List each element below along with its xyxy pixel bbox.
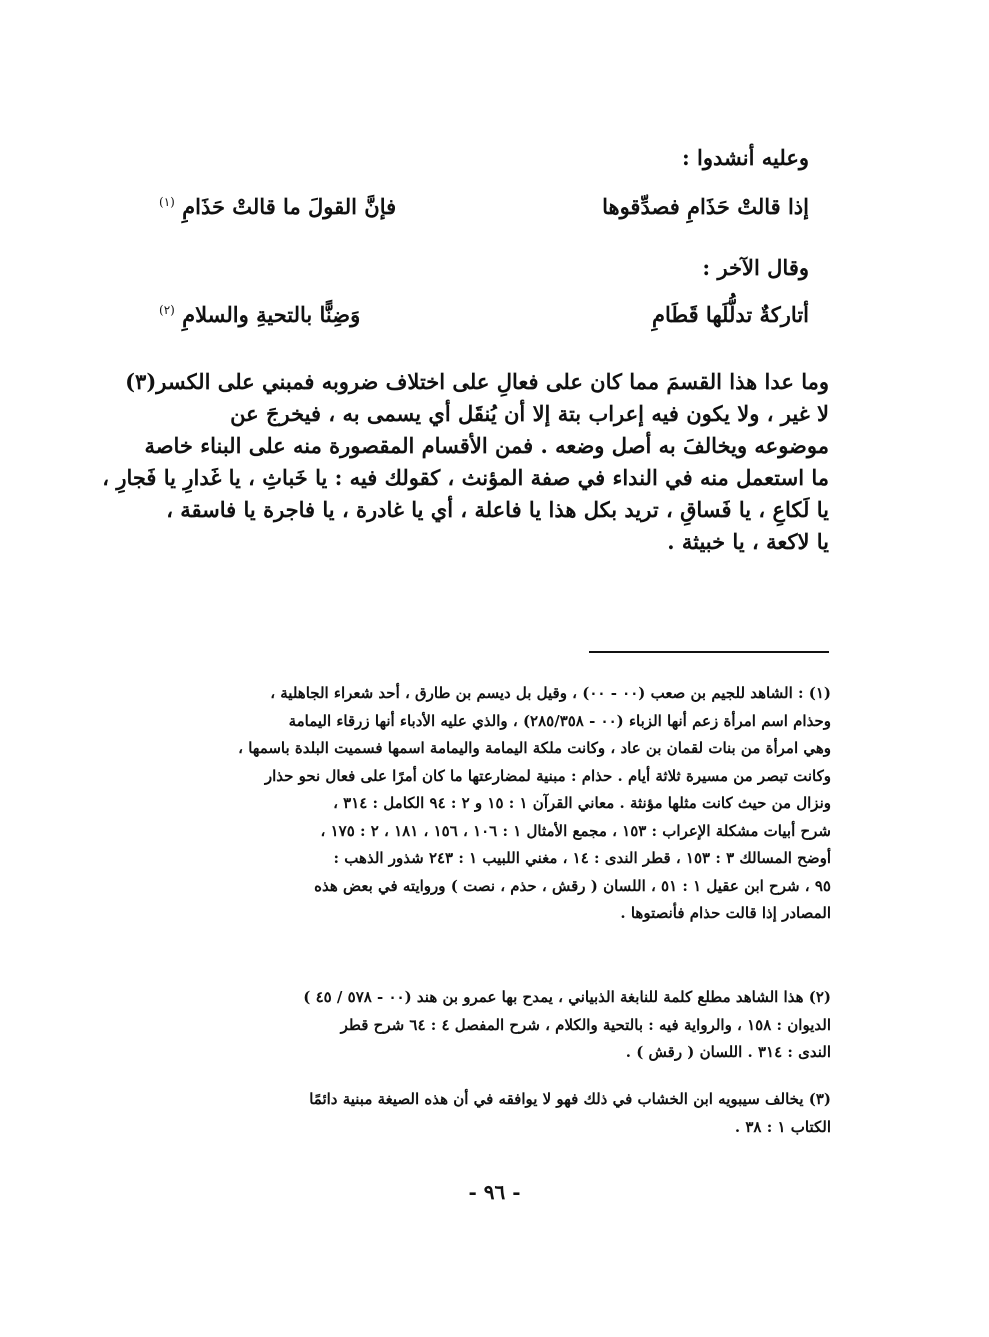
footnote-line: (٢) هذا الشاهد مطلع كلمة للنابغة الذبياني ، يمدح بها عمرو بن هند (٠٠ - ٥٧٨ / ٤٥ )	[303, 988, 831, 1006]
footnote-line: الندى : ٣١٤ . اللسان ( رقش ) .	[625, 1043, 831, 1061]
footnote-line: وحذام اسم امرأة زعم أنها الزباء (٠٠ - ٢٨٥/٣٥٨) ، والذي عليه الأدباء أنها زرقاء اليمامة	[288, 711, 831, 730]
verse-2-second-hemistich-wrap	[159, 302, 360, 327]
footnote-line: الكتاب ١ : ٣٨ .	[734, 1117, 831, 1136]
verse-2-second-hemistich: وَضِنًّا بالتحيةِ والسلامِ	[182, 302, 361, 327]
footnote-2	[155, 984, 831, 1067]
footnote-line: وكانت تبصر من مسيرة ثلاثة أيام . حذام : مبنية لمضارعتها ما كان أمرًا على فعال نحو حذار	[264, 766, 831, 785]
intro-line: وعليه أنشدوا :	[681, 145, 809, 170]
paragraph-line: لا غير ، ولا يكون فيه إعراب بتة إلا أن يُنقَل أي يسمى به ، فيخرجَ عن	[230, 401, 829, 426]
paragraph-line: ما استعمل منه في النداء في صفة المؤنث ، كقولك فيه : يا خَباثِ ، يا غَدارِ يا فَجارِ ،	[102, 465, 829, 490]
verse-1-second-hemistich-wrap	[159, 194, 396, 219]
footnote-line: شرح أبيات مشكلة الإعراب : ١٥٣ ، مجمع الأمثال ١ : ١٠٦ ، ١٥٦ ، ١٨١ ، ٢ : ١٧٥ ،	[320, 821, 831, 840]
paragraph-line: وما عدا هذا القسمَ مما كان على فعالِ على اختلاف ضروبه فمبني على الكسر(٣)	[125, 369, 829, 394]
footnote-mark-1: (١)	[159, 195, 175, 209]
main-paragraph	[102, 366, 829, 558]
footnote-line: الديوان : ١٥٨ ، والرواية فيه : بالتحية والكلام ، شرح المفصل ٤ : ٦٤ شرح قطر	[340, 1015, 831, 1034]
footnote-mark-2: (٢)	[159, 303, 175, 317]
verse-2-first-hemistich: أتاركةٌ تدلُّلَها قَطَامِ	[651, 302, 809, 327]
footnote-line: ٩٥ ، شرح ابن عقيل ١ : ٥١ ، اللسان ( رقش ، حذم ، نصت ) وروايته في بعض هذه	[314, 876, 831, 895]
intro-line-2: وقال الآخر :	[702, 255, 809, 280]
footnote-1	[155, 680, 831, 928]
paragraph-line: يا لاكعة ، يا خبيثة .	[667, 529, 829, 554]
footnote-line: (٣) يخالف سيبويه ابن الخشاب في ذلك فهو لا يوافقه في أن هذه الصيغة مبنية دائمًا	[309, 1090, 831, 1108]
verse-2	[159, 302, 809, 336]
paragraph-line: موضوعه ويخالفَ به أصل وضعه . فمن الأقسام المقصورة منه على البناء خاصة	[144, 433, 829, 458]
footnote-line: أوضح المسالك ٣ : ١٥٣ ، قطر الندى : ١٤ ، مغني اللبيب ١ : ٢٤٣ شذور الذهب :	[333, 849, 831, 867]
paragraph-line: يا لَكاعِ ، يا فَساقِ ، تريد بكل هذا يا فاعلة ، أي يا غادرة ، يا فاجرة يا فاسقة ،	[166, 497, 829, 522]
page-number: - ٩٦ -	[468, 1180, 521, 1204]
footnote-line: المصادر إذا قالت حذام فأنصتوها .	[620, 904, 831, 922]
footnote-line: ونزال من حيث كانت مثلها مؤنثة . معاني القرآن ١ : ١٥ و ٢ : ٩٤ الكامل : ٣١٤ ،	[333, 794, 831, 812]
footnote-3	[155, 1086, 831, 1141]
footnote-line: وهي امرأة من بنات لقمان بن عاد ، وكانت ملكة اليمامة واليمامة اسمها فسميت البلدة باسمها ،	[238, 739, 831, 757]
footnote-separator	[589, 651, 829, 653]
verse-1	[159, 194, 809, 228]
verse-1-first-hemistich: إذا قالتْ حَذَامِ فصدِّقوها	[602, 194, 809, 219]
verse-1-second-hemistich: فإنَّ القولَ ما قالتْ حَذَامِ	[182, 194, 397, 219]
footnote-line: (١) : الشاهد للجيم بن صعب (٠٠ - ٠٠) ، وقيل بل ديسم بن طارق ، أحد شعراء الجاهلية ،	[270, 684, 831, 702]
